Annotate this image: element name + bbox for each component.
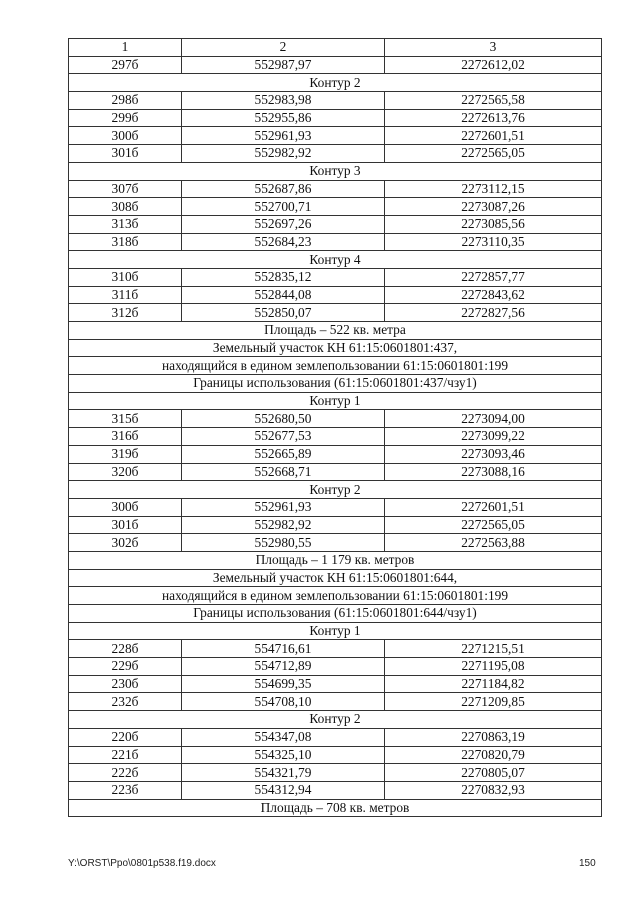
table-row <box>69 127 602 145</box>
table-row <box>69 658 602 676</box>
table-row <box>69 180 602 198</box>
section-label-row <box>69 569 602 587</box>
footer-file-path: Y:\ORST\Ppo\0801p538.f19.docx <box>68 858 216 869</box>
point-id-cell: 221б <box>69 746 182 764</box>
section-label: Контур 2 <box>69 711 602 729</box>
x-coordinate-cell: 552680,50 <box>182 410 385 428</box>
x-coordinate-cell: 554699,35 <box>182 675 385 693</box>
x-coordinate-cell: 552844,08 <box>182 286 385 304</box>
section-label-row <box>69 357 602 375</box>
table-row <box>69 516 602 534</box>
y-coordinate-cell: 2272827,56 <box>385 304 602 322</box>
table-body <box>69 39 602 817</box>
point-id-cell: 320б <box>69 463 182 481</box>
section-label-row <box>69 799 602 817</box>
section-label: Контур 1 <box>69 622 602 640</box>
table-row <box>69 781 602 799</box>
y-coordinate-cell: 2270832,93 <box>385 781 602 799</box>
point-id-cell: 308б <box>69 198 182 216</box>
table-row <box>69 428 602 446</box>
y-coordinate-cell: 2272612,02 <box>385 56 602 74</box>
x-coordinate-cell: 552983,98 <box>182 92 385 110</box>
y-coordinate-cell: 2271195,08 <box>385 658 602 676</box>
point-id-cell: 297б <box>69 56 182 74</box>
y-coordinate-cell: 2270805,07 <box>385 764 602 782</box>
table-row <box>69 56 602 74</box>
section-label-row <box>69 74 602 92</box>
point-id-cell: 307б <box>69 180 182 198</box>
section-label-row <box>69 162 602 180</box>
point-id-cell: 300б <box>69 127 182 145</box>
x-coordinate-cell: 554325,10 <box>182 746 385 764</box>
y-coordinate-cell: 2273085,56 <box>385 215 602 233</box>
point-id-cell: 301б <box>69 516 182 534</box>
point-id-cell: 301б <box>69 145 182 163</box>
y-coordinate-cell: 2272843,62 <box>385 286 602 304</box>
point-id-cell: 315б <box>69 410 182 428</box>
table-row <box>69 215 602 233</box>
point-id-cell: 229б <box>69 658 182 676</box>
y-coordinate-cell: 2271209,85 <box>385 693 602 711</box>
table-row <box>69 534 602 552</box>
x-coordinate-cell: 552955,86 <box>182 109 385 127</box>
y-coordinate-cell: 2272565,05 <box>385 145 602 163</box>
table-row <box>69 268 602 286</box>
point-id-cell: 222б <box>69 764 182 782</box>
x-coordinate-cell: 554321,79 <box>182 764 385 782</box>
x-coordinate-cell: 552687,86 <box>182 180 385 198</box>
x-coordinate-cell: 552980,55 <box>182 534 385 552</box>
table-header-row <box>69 39 602 57</box>
table-row <box>69 198 602 216</box>
x-coordinate-cell: 552677,53 <box>182 428 385 446</box>
header-col-3: 3 <box>385 39 602 57</box>
x-coordinate-cell: 552835,12 <box>182 268 385 286</box>
section-label: находящийся в едином землепользовании 61:15:0601801:199 <box>69 587 602 605</box>
point-id-cell: 223б <box>69 781 182 799</box>
point-id-cell: 298б <box>69 92 182 110</box>
x-coordinate-cell: 554708,10 <box>182 693 385 711</box>
x-coordinate-cell: 552700,71 <box>182 198 385 216</box>
table-row <box>69 675 602 693</box>
point-id-cell: 230б <box>69 675 182 693</box>
table-row <box>69 728 602 746</box>
y-coordinate-cell: 2271184,82 <box>385 675 602 693</box>
section-label-row <box>69 587 602 605</box>
table-row <box>69 640 602 658</box>
point-id-cell: 299б <box>69 109 182 127</box>
table-row <box>69 286 602 304</box>
y-coordinate-cell: 2272601,51 <box>385 498 602 516</box>
y-coordinate-cell: 2270863,19 <box>385 728 602 746</box>
x-coordinate-cell: 554716,61 <box>182 640 385 658</box>
section-label-row <box>69 322 602 340</box>
x-coordinate-cell: 552982,92 <box>182 516 385 534</box>
table-row <box>69 693 602 711</box>
section-label-row <box>69 622 602 640</box>
x-coordinate-cell: 552982,92 <box>182 145 385 163</box>
y-coordinate-cell: 2273110,35 <box>385 233 602 251</box>
table-row <box>69 145 602 163</box>
section-label: Площадь – 708 кв. метров <box>69 799 602 817</box>
point-id-cell: 310б <box>69 268 182 286</box>
section-label: Контур 4 <box>69 251 602 269</box>
point-id-cell: 319б <box>69 445 182 463</box>
section-label: Площадь – 522 кв. метра <box>69 322 602 340</box>
point-id-cell: 220б <box>69 728 182 746</box>
section-label: Площадь – 1 179 кв. метров <box>69 551 602 569</box>
x-coordinate-cell: 554347,08 <box>182 728 385 746</box>
footer-page-number: 150 <box>579 858 596 869</box>
section-label-row <box>69 251 602 269</box>
section-label: находящийся в едином землепользовании 61:15:0601801:199 <box>69 357 602 375</box>
y-coordinate-cell: 2272565,58 <box>385 92 602 110</box>
y-coordinate-cell: 2272565,05 <box>385 516 602 534</box>
section-label: Контур 2 <box>69 74 602 92</box>
section-label-row <box>69 551 602 569</box>
section-label: Земельный участок КН 61:15:0601801:644, <box>69 569 602 587</box>
y-coordinate-cell: 2272613,76 <box>385 109 602 127</box>
x-coordinate-cell: 554312,94 <box>182 781 385 799</box>
section-label-row <box>69 605 602 623</box>
y-coordinate-cell: 2273099,22 <box>385 428 602 446</box>
y-coordinate-cell: 2272857,77 <box>385 268 602 286</box>
coordinates-table <box>68 38 602 817</box>
table-row <box>69 304 602 322</box>
point-id-cell: 232б <box>69 693 182 711</box>
x-coordinate-cell: 552668,71 <box>182 463 385 481</box>
table-row <box>69 233 602 251</box>
y-coordinate-cell: 2273094,00 <box>385 410 602 428</box>
x-coordinate-cell: 552987,97 <box>182 56 385 74</box>
y-coordinate-cell: 2270820,79 <box>385 746 602 764</box>
section-label-row <box>69 711 602 729</box>
point-id-cell: 318б <box>69 233 182 251</box>
header-col-2: 2 <box>182 39 385 57</box>
y-coordinate-cell: 2273088,16 <box>385 463 602 481</box>
x-coordinate-cell: 552850,07 <box>182 304 385 322</box>
section-label: Границы использования (61:15:0601801:437/чзу1) <box>69 375 602 393</box>
header-col-1: 1 <box>69 39 182 57</box>
y-coordinate-cell: 2272601,51 <box>385 127 602 145</box>
point-id-cell: 316б <box>69 428 182 446</box>
table-row <box>69 445 602 463</box>
section-label: Земельный участок КН 61:15:0601801:437, <box>69 339 602 357</box>
x-coordinate-cell: 552961,93 <box>182 127 385 145</box>
point-id-cell: 302б <box>69 534 182 552</box>
table-row <box>69 410 602 428</box>
section-label-row <box>69 392 602 410</box>
point-id-cell: 312б <box>69 304 182 322</box>
point-id-cell: 228б <box>69 640 182 658</box>
point-id-cell: 300б <box>69 498 182 516</box>
x-coordinate-cell: 552961,93 <box>182 498 385 516</box>
table-row <box>69 764 602 782</box>
section-label-row <box>69 339 602 357</box>
section-label-row <box>69 481 602 499</box>
y-coordinate-cell: 2273093,46 <box>385 445 602 463</box>
table-row <box>69 109 602 127</box>
table-row <box>69 498 602 516</box>
x-coordinate-cell: 552697,26 <box>182 215 385 233</box>
section-label-row <box>69 375 602 393</box>
x-coordinate-cell: 554712,89 <box>182 658 385 676</box>
x-coordinate-cell: 552684,23 <box>182 233 385 251</box>
y-coordinate-cell: 2271215,51 <box>385 640 602 658</box>
section-label: Контур 1 <box>69 392 602 410</box>
table-row <box>69 746 602 764</box>
point-id-cell: 311б <box>69 286 182 304</box>
table-row <box>69 463 602 481</box>
section-label: Контур 3 <box>69 162 602 180</box>
point-id-cell: 313б <box>69 215 182 233</box>
y-coordinate-cell: 2273112,15 <box>385 180 602 198</box>
y-coordinate-cell: 2272563,88 <box>385 534 602 552</box>
section-label: Контур 2 <box>69 481 602 499</box>
table-row <box>69 92 602 110</box>
x-coordinate-cell: 552665,89 <box>182 445 385 463</box>
section-label: Границы использования (61:15:0601801:644/чзу1) <box>69 605 602 623</box>
y-coordinate-cell: 2273087,26 <box>385 198 602 216</box>
